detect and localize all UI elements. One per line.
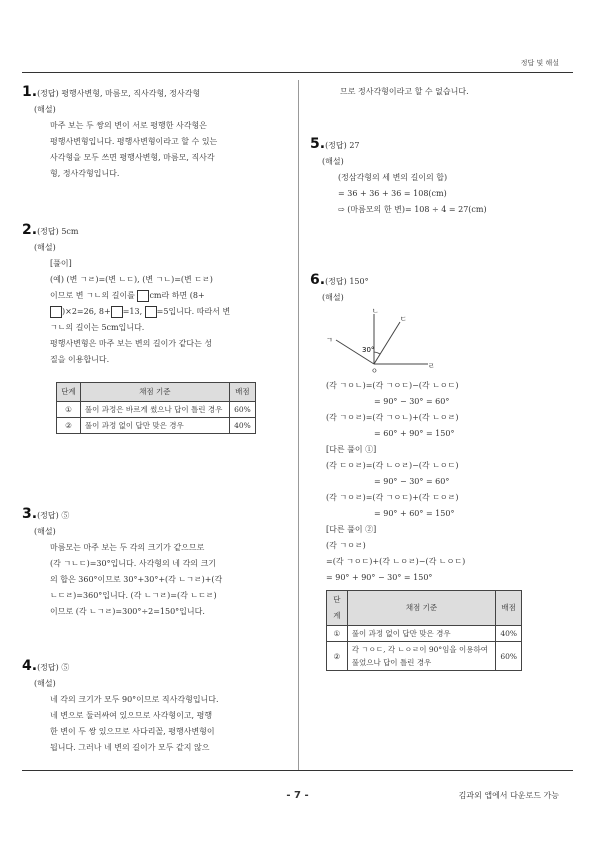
answer-text: 5cm	[61, 227, 79, 236]
explanation-line: = 90° − 30° = 60°	[374, 477, 450, 486]
explanation-line: (각 ㄷㅇㄹ)=(각 ㄴㅇㄹ)−(각 ㄴㅇㄷ)	[326, 461, 459, 470]
explanation-line: 질을 이용합니다.	[50, 355, 110, 364]
explanation-line: 마름모는 마주 보는 두 각의 크기가 같으므로	[50, 543, 205, 552]
table-row: ① 풀이 과정 없이 답만 맞은 경우 40%	[327, 626, 522, 642]
answer-label: (정답)	[325, 277, 347, 286]
question-number: 6.	[310, 272, 326, 288]
explanation-line: = 90° + 60° = 150°	[374, 509, 455, 518]
explanation-line: 네 변으로 둘러싸여 있으므로 사각형이고, 평행	[50, 711, 213, 720]
grading-table	[56, 382, 256, 434]
explanation-line: ㄱㄴ의 길이는 5cm입니다.	[50, 323, 145, 332]
footer-rule	[22, 770, 573, 771]
explanation-line: (각 ㄱㅇㄹ)=(각 ㄱㅇㄴ)+(각 ㄴㅇㄹ)	[326, 413, 459, 422]
question-6-steps	[326, 378, 582, 671]
answer-label: (정답)	[37, 227, 59, 236]
explanation-line: 므로 정사각형이라고 할 수 없습니다.	[340, 87, 469, 96]
explanation-line: 평행사변형은 마주 보는 변의 길이가 같다는 성	[50, 339, 213, 348]
label-r: ㄹ	[428, 362, 435, 370]
answer-text: ⑤	[61, 663, 70, 672]
answer-text: ⑤	[61, 511, 70, 520]
angle-label: 30°	[362, 346, 375, 354]
explanation-line: 이므로 (각 ㄴㄱㄹ)=300°÷2=150°입니다.	[50, 607, 205, 616]
explanation-line: (각 ㄱㅇㄴ)=(각 ㄱㅇㄷ)−(각 ㄴㅇㄷ)	[326, 381, 459, 390]
table-header: 단계	[57, 383, 81, 402]
column-divider	[298, 80, 299, 770]
table-header: 단계	[327, 591, 348, 626]
question-2	[22, 222, 284, 434]
explanation-line: (각 ㄱㅇㄹ)	[326, 541, 366, 550]
explanation-label: (해설)	[34, 105, 56, 114]
explanation-line: =(각 ㄱㅇㄷ)+(각 ㄴㅇㄹ)−(각 ㄴㅇㄷ)	[326, 557, 466, 566]
table-row: ② 풀이 과정 없이 답만 맞은 경우 40%	[57, 418, 256, 434]
explanation-line: [다른 풀이 ②]	[326, 525, 377, 534]
blank-box	[145, 306, 157, 318]
blank-box	[111, 306, 123, 318]
answer-label: (정답)	[37, 663, 59, 672]
explanation-label: (해설)	[322, 157, 344, 166]
label-d: ㄷ	[400, 315, 407, 323]
question-number: 3.	[22, 506, 38, 522]
explanation-line: = 90° − 30° = 60°	[374, 397, 450, 406]
table-header: 채점 기준	[80, 383, 229, 402]
explanation-line: = 36 + 36 + 36 = 108(cm)	[338, 189, 447, 198]
header-title: 정답 및 해설	[520, 59, 559, 67]
explanation-line: 사각형을 모두 쓰면 평행사변형, 마름모, 직사각	[50, 153, 215, 162]
blank-box	[50, 306, 62, 318]
table-header: 채점 기준	[347, 591, 496, 626]
blank-box	[137, 290, 149, 302]
explanation-label: (해설)	[34, 679, 56, 688]
explanation-line: 네 각의 크기가 모두 90°이므로 직사각형입니다.	[50, 695, 219, 704]
table-header: 배점	[229, 383, 255, 402]
footer-note: 김과외 앱에서 다운로드 가능	[458, 791, 559, 800]
explanation-line: (예) (변 ㄱㄹ)=(변 ㄴㄷ), (변 ㄱㄴ)=(변 ㄷㄹ)	[50, 275, 213, 284]
label-n: ㄴ	[372, 307, 379, 315]
question-number: 2.	[22, 222, 38, 238]
explanation-line: 됩니다. 그러나 네 변의 길이가 모두 같지 않으	[50, 743, 210, 752]
solution-label: [풀이]	[50, 259, 72, 268]
table-row: ① 풀이 과정은 바르게 썼으나 답이 틀린 경우 60%	[57, 402, 256, 418]
explanation-line: 한 변이 두 쌍 있으므로 사다리꼴, 평행사변형이	[50, 727, 215, 736]
angle-figure	[318, 306, 438, 374]
question-6	[310, 272, 580, 306]
answer-text: 150°	[349, 277, 369, 286]
question-number: 1.	[22, 84, 38, 100]
page-number: - 7 -	[286, 790, 309, 801]
question-4	[22, 658, 284, 756]
explanation-line: = 90° + 90° − 30° = 150°	[326, 573, 433, 582]
explanation-line: (각 ㄱㅇㄹ)=(각 ㄱㅇㄷ)+(각 ㄷㅇㄹ)	[326, 493, 459, 502]
explanation-label: (해설)	[34, 243, 56, 252]
label-g: ㄱ	[326, 336, 333, 344]
explanation-line: [다른 풀이 ①]	[326, 445, 377, 454]
explanation-line: 마주 보는 두 쌍의 변이 서로 평행한 사각형은	[50, 121, 207, 130]
explanation-line: 의 합은 360°이므로 30°+30°+(각 ㄴㄱㄹ)+(각	[50, 575, 223, 584]
explanation-line: (각 ㄱㄴㄷ)=30°입니다. 사각형의 네 각의 크기	[50, 559, 217, 568]
explanation-label: (해설)	[34, 527, 56, 536]
answer-text: 27	[349, 141, 360, 150]
answer-label: (정답)	[37, 89, 59, 98]
question-1	[22, 84, 284, 182]
explanation-line: (정삼각형의 세 변의 길이의 합)	[338, 173, 448, 182]
question-number: 5.	[310, 136, 326, 152]
label-o: ㅇ	[371, 367, 378, 374]
explanation-line: 이므로 변 ㄱㄴ의 길이를 cm라 하면 (8+	[50, 291, 205, 300]
header-rule	[22, 72, 573, 73]
explanation-line: )×2=26, 8+ =13, =5입니다. 따라서 변	[22, 304, 284, 320]
explanation-line: ⇨ (마름모의 한 변)= 108 ÷ 4 = 27(cm)	[338, 205, 487, 214]
question-5	[310, 136, 580, 218]
grading-table	[326, 590, 522, 671]
table-row: ② 각 ㄱㅇㄷ, 각 ㄴㅇㄹ이 90°임을 이용하여 풀었으나 답이 틀린 경우 60%	[327, 642, 522, 671]
answer-text: 평행사변형, 마름모, 직사각형, 정사각형	[61, 89, 201, 98]
explanation-label: (해설)	[322, 293, 344, 302]
explanation-line: = 60° + 90° = 150°	[374, 429, 455, 438]
question-number: 4.	[22, 658, 38, 674]
question-4-continued	[340, 84, 580, 100]
answer-label: (정답)	[325, 141, 347, 150]
explanation-line: ㄴㄷㄹ)=360°입니다. (각 ㄴㄱㄹ)=(각 ㄴㄷㄹ)	[50, 591, 217, 600]
explanation-line: 평행사변형입니다. 평행사변형이라고 할 수 있는	[50, 137, 218, 146]
explanation-line: 형, 정사각형입니다.	[50, 169, 120, 178]
question-3	[22, 506, 284, 620]
table-header: 배점	[496, 591, 522, 626]
answer-label: (정답)	[37, 511, 59, 520]
